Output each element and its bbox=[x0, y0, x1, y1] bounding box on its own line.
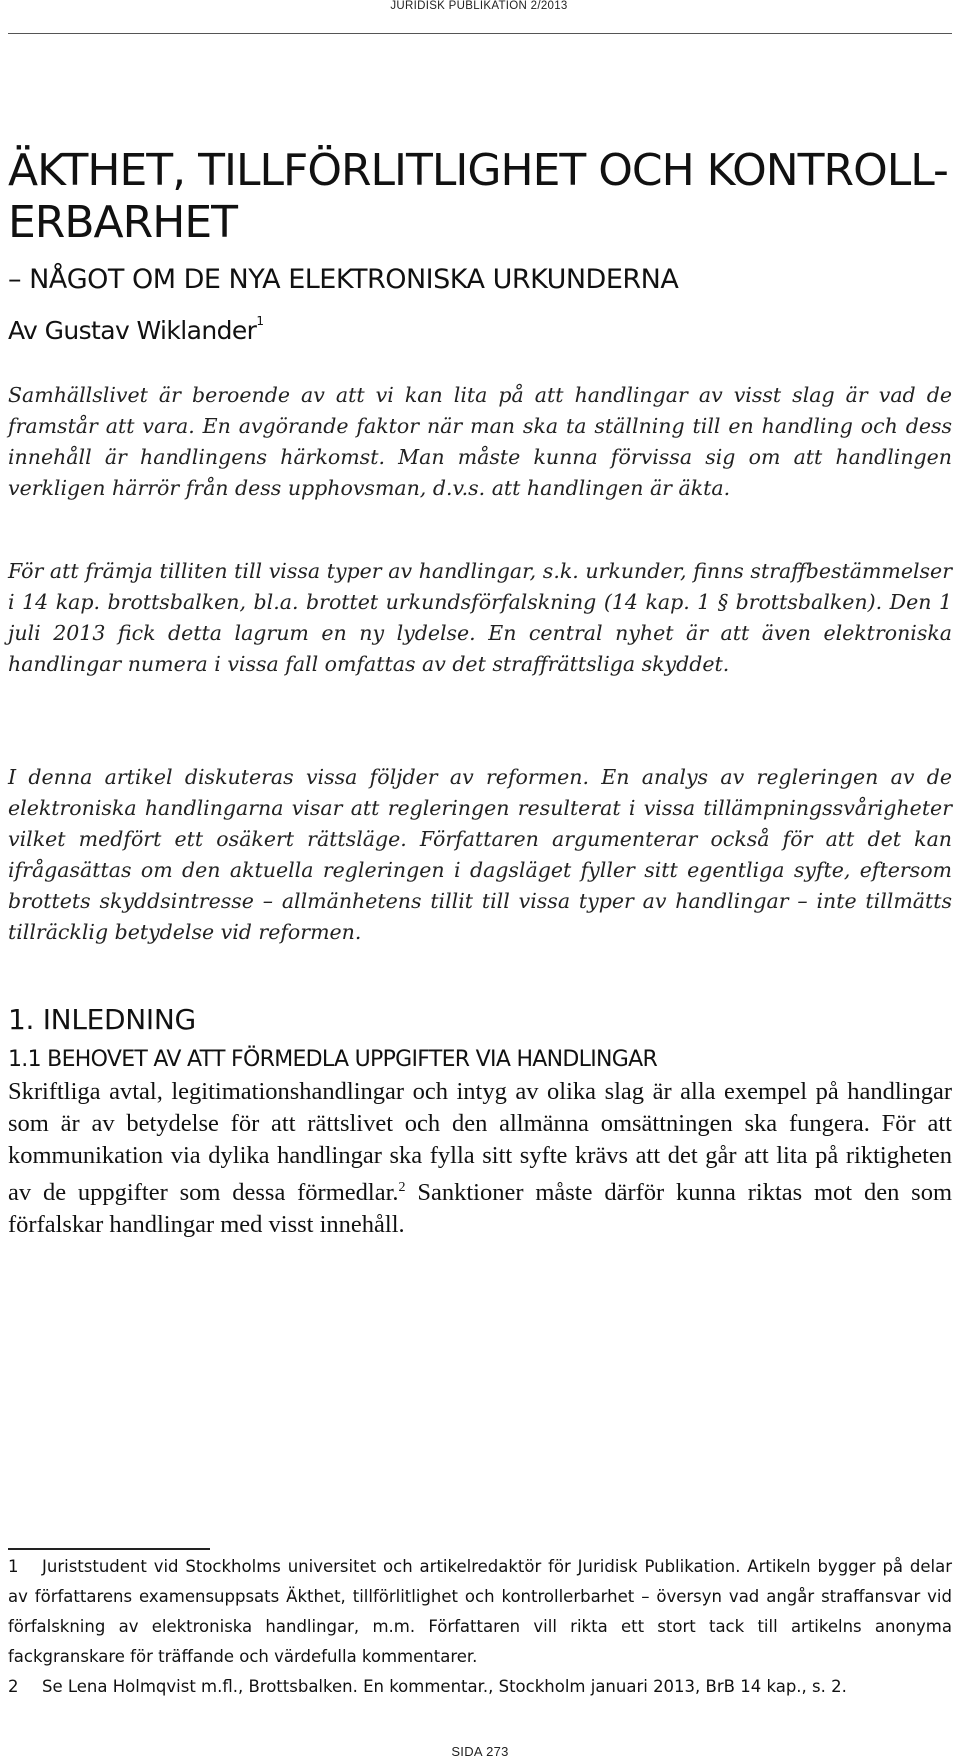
footnote-number: 2 bbox=[8, 1677, 19, 1696]
abstract-paragraph-3: I denna artikel diskuteras vissa följder av reformen. En analys av regleringen av de elektroniska handlingarna visar att regleringen resulterat i vissa tillämpningssvårigheter vilket medfört ett osäkert rättsläge. Författaren argumenterar också för att det kan ifrågasättas om den aktuella regleringen i dagsläget fyller sitt egentliga syfte, eftersom brottets skyddsintresse – allmänhetens tillit till vissa typer av handlingar – inte tillmätts tillräcklig betydelse vid reformen. bbox=[8, 765, 952, 944]
body-text-part1: Skriftliga avtal, legitimationshandlingar och intyg av olika slag är alla exempel på handlingar som är av betydelse för att rättslivet och den allmänna omsättningen ska fungera. För att kommunikation via dylika handlingar ska fylla sitt syfte krävs att det går att lita på riktigheten av de uppgifter som dessa förmedlar. bbox=[8, 1078, 952, 1206]
header-rule bbox=[8, 33, 952, 34]
footnote-2 bbox=[8, 1672, 952, 1702]
footnote-ref-1[interactable]: 1 bbox=[256, 314, 264, 328]
footnote-ref-2[interactable]: 2 bbox=[398, 1180, 406, 1195]
author-byline bbox=[8, 304, 263, 348]
journal-header: JURIDISK PUBLIKATION 2/2013 bbox=[390, 0, 568, 12]
article-subtitle: – NÅGOT OM DE NYA ELEKTRONISKA URKUNDERNA bbox=[8, 264, 679, 295]
footnote-text: Se Lena Holmqvist m.fl., Brottsbalken. En kommentar., Stockholm januari 2013, BrB 14 kap., s. 2. bbox=[42, 1677, 847, 1696]
subsection-heading: 1.1 BEHOVET AV ATT FÖRMEDLA UPPGIFTER VIA HANDLINGAR bbox=[8, 1047, 658, 1072]
footnote-number: 1 bbox=[8, 1557, 19, 1576]
page-number: SIDA 273 bbox=[451, 1744, 509, 1759]
abstract-paragraph-1: Samhällslivet är beroende av att vi kan lita på att handlingar av visst slag är vad de framstår att vara. En avgörande faktor när man ska ta ställning till en handling och dess innehåll är handlingens härkomst. Man måste kunna förvissa sig om att handlingen verkligen härrör från dess upphovsman, d.v.s. att handlingen är äkta. bbox=[8, 383, 952, 500]
footnote-text: Juriststudent vid Stockholms universitet och artikelredaktör för Juridisk Publikation. Artikeln bygger på delar av författarens examensuppsats Äkthet, tillförlitlighet och kontrollerbarhet – översyn vad angår straffansvar vid förfalskning av elektroniska handlingar, m.m. Författaren vill rikta ett stort tack till artikelns anonyma fackgranskare för träffande och värdefulla kommentarer. bbox=[8, 1557, 952, 1666]
section-heading: 1. INLEDNING bbox=[8, 1003, 196, 1036]
footnote-1 bbox=[8, 1552, 952, 1672]
author-name: Av Gustav Wiklander bbox=[8, 316, 257, 345]
body-paragraph bbox=[8, 1076, 952, 1241]
footnote-separator bbox=[8, 1548, 210, 1550]
footnotes bbox=[8, 1552, 952, 1702]
article-title: ÄKTHET, TILLFÖRLITLIGHET OCH KONTROLL-ERBARHET bbox=[8, 145, 948, 248]
abstract-paragraph-2: För att främja tilliten till vissa typer av handlingar, s.k. urkunder, finns straffbestämmelser i 14 kap. brottsbalken, bl.a. brottet urkundsförfalskning (14 kap. 1 § brottsbalken). Den 1 juli 2013 fick detta lagrum en ny lydelse. En central nyhet är att även elektroniska handlingar numera i vissa fall omfattas av det straffrättsliga skyddet. bbox=[8, 559, 952, 676]
body-text-part2: Sanktioner måste därför kunna riktas mot den som förfalskar handlingar med visst innehåll. bbox=[8, 1179, 952, 1238]
